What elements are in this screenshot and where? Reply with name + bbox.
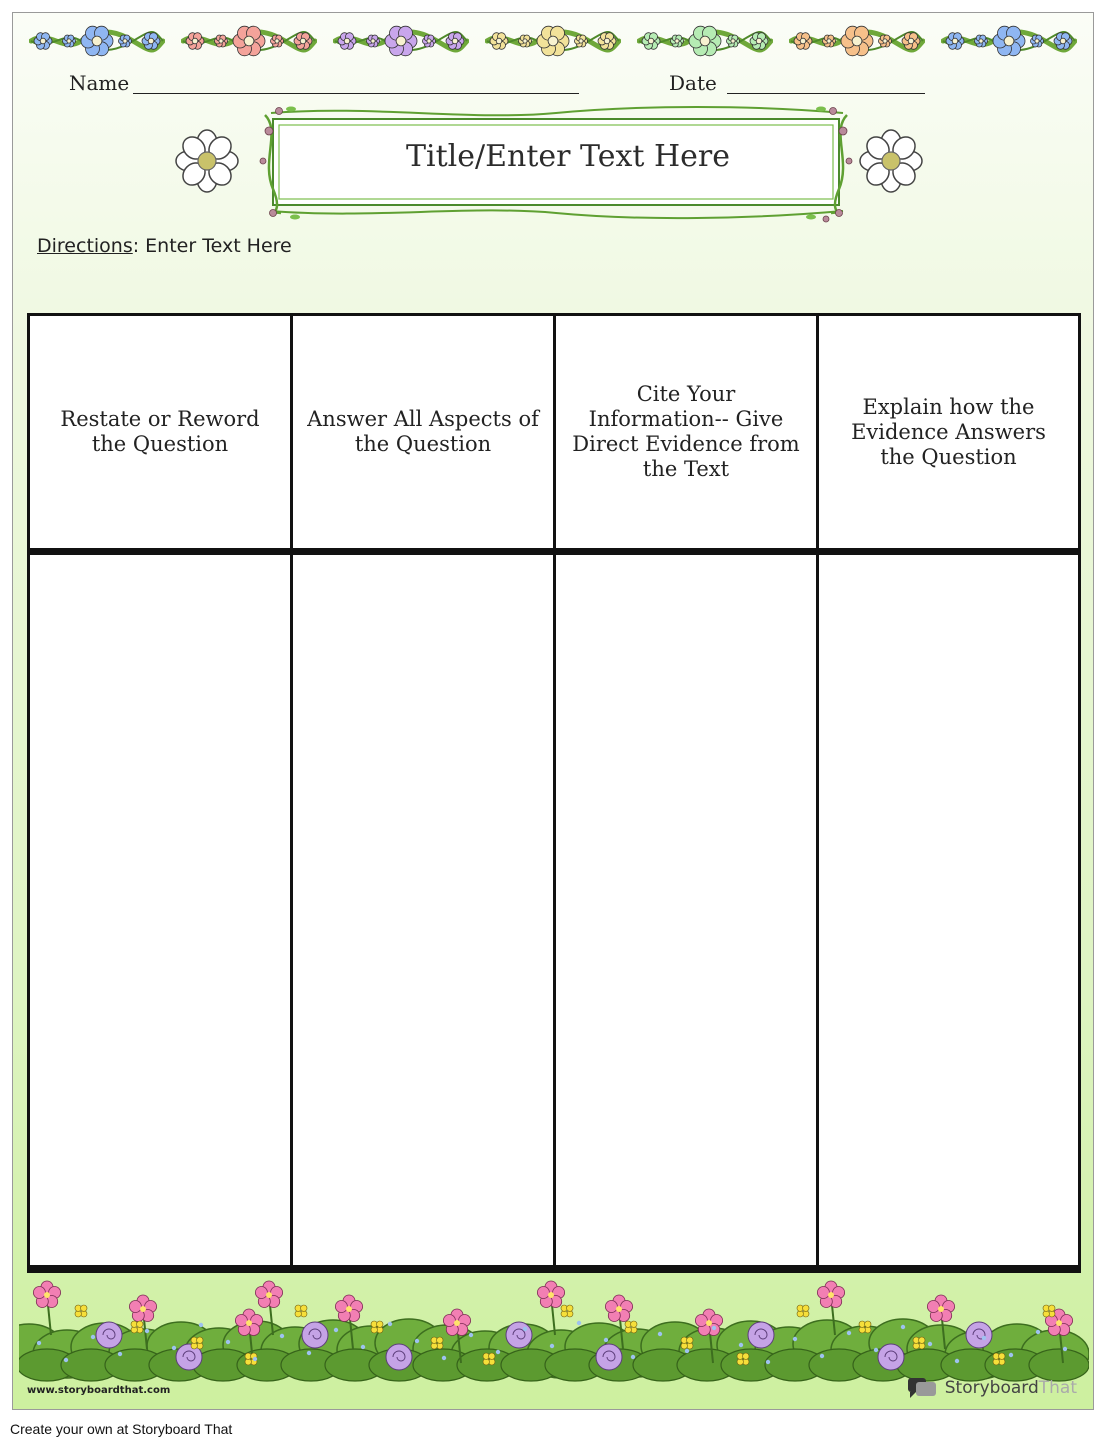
date-line[interactable] [727, 93, 925, 94]
header-explain: Explain how the Evidence Answers the Question [851, 394, 1046, 469]
footer-credit[interactable]: Create your own at Storyboard That [10, 1421, 233, 1437]
column-divider [290, 316, 293, 1265]
daisy-icon [175, 129, 239, 193]
speech-bubble-icon [907, 1377, 939, 1399]
name-field [69, 71, 129, 95]
table-bottom-border [27, 1266, 1081, 1273]
storyboardthat-url[interactable]: www.storyboardthat.com [27, 1385, 171, 1396]
worksheet-page [12, 12, 1094, 1410]
vine-flower-icon [333, 21, 469, 61]
vine-flower-icon [181, 21, 317, 61]
column-divider [816, 316, 819, 1265]
directions-text: : Enter Text Here [132, 235, 292, 257]
logo-main-text: Storyboard [944, 1378, 1039, 1398]
vine-flower-icon [485, 21, 621, 61]
flower-garden-border [19, 1273, 1089, 1383]
storyboardthat-logo[interactable] [907, 1375, 1077, 1401]
header-answer: Answer All Aspects of the Question [307, 407, 539, 456]
name-label: Name [69, 71, 130, 95]
page-title[interactable]: Title/Enter Text Here [406, 139, 730, 174]
header-cite: Cite Your Information-- Give Direct Evidence from the Text [572, 382, 800, 481]
column-divider [553, 316, 556, 1265]
name-line[interactable] [133, 93, 579, 94]
organizer-table [27, 313, 1081, 1268]
answer-cell-explain[interactable] [819, 555, 1078, 1265]
date-field [669, 71, 717, 95]
vine-flower-icon [637, 21, 773, 61]
answer-cell-answer[interactable] [293, 555, 553, 1265]
vine-flower-icon [789, 21, 925, 61]
logo-that-text: That [1038, 1378, 1077, 1398]
header-restate: Restate or Reword the Question [60, 407, 260, 456]
daisy-icon [859, 129, 923, 193]
flower-vine-border [29, 21, 1081, 61]
answer-cell-cite[interactable] [556, 555, 816, 1265]
vine-flower-icon [29, 21, 165, 61]
directions-label: Directions [37, 235, 133, 257]
directions[interactable] [37, 235, 292, 257]
header-divider [30, 548, 1078, 555]
answer-cell-restate[interactable] [30, 555, 290, 1265]
vine-flower-icon [941, 21, 1077, 61]
date-label: Date [669, 71, 717, 95]
